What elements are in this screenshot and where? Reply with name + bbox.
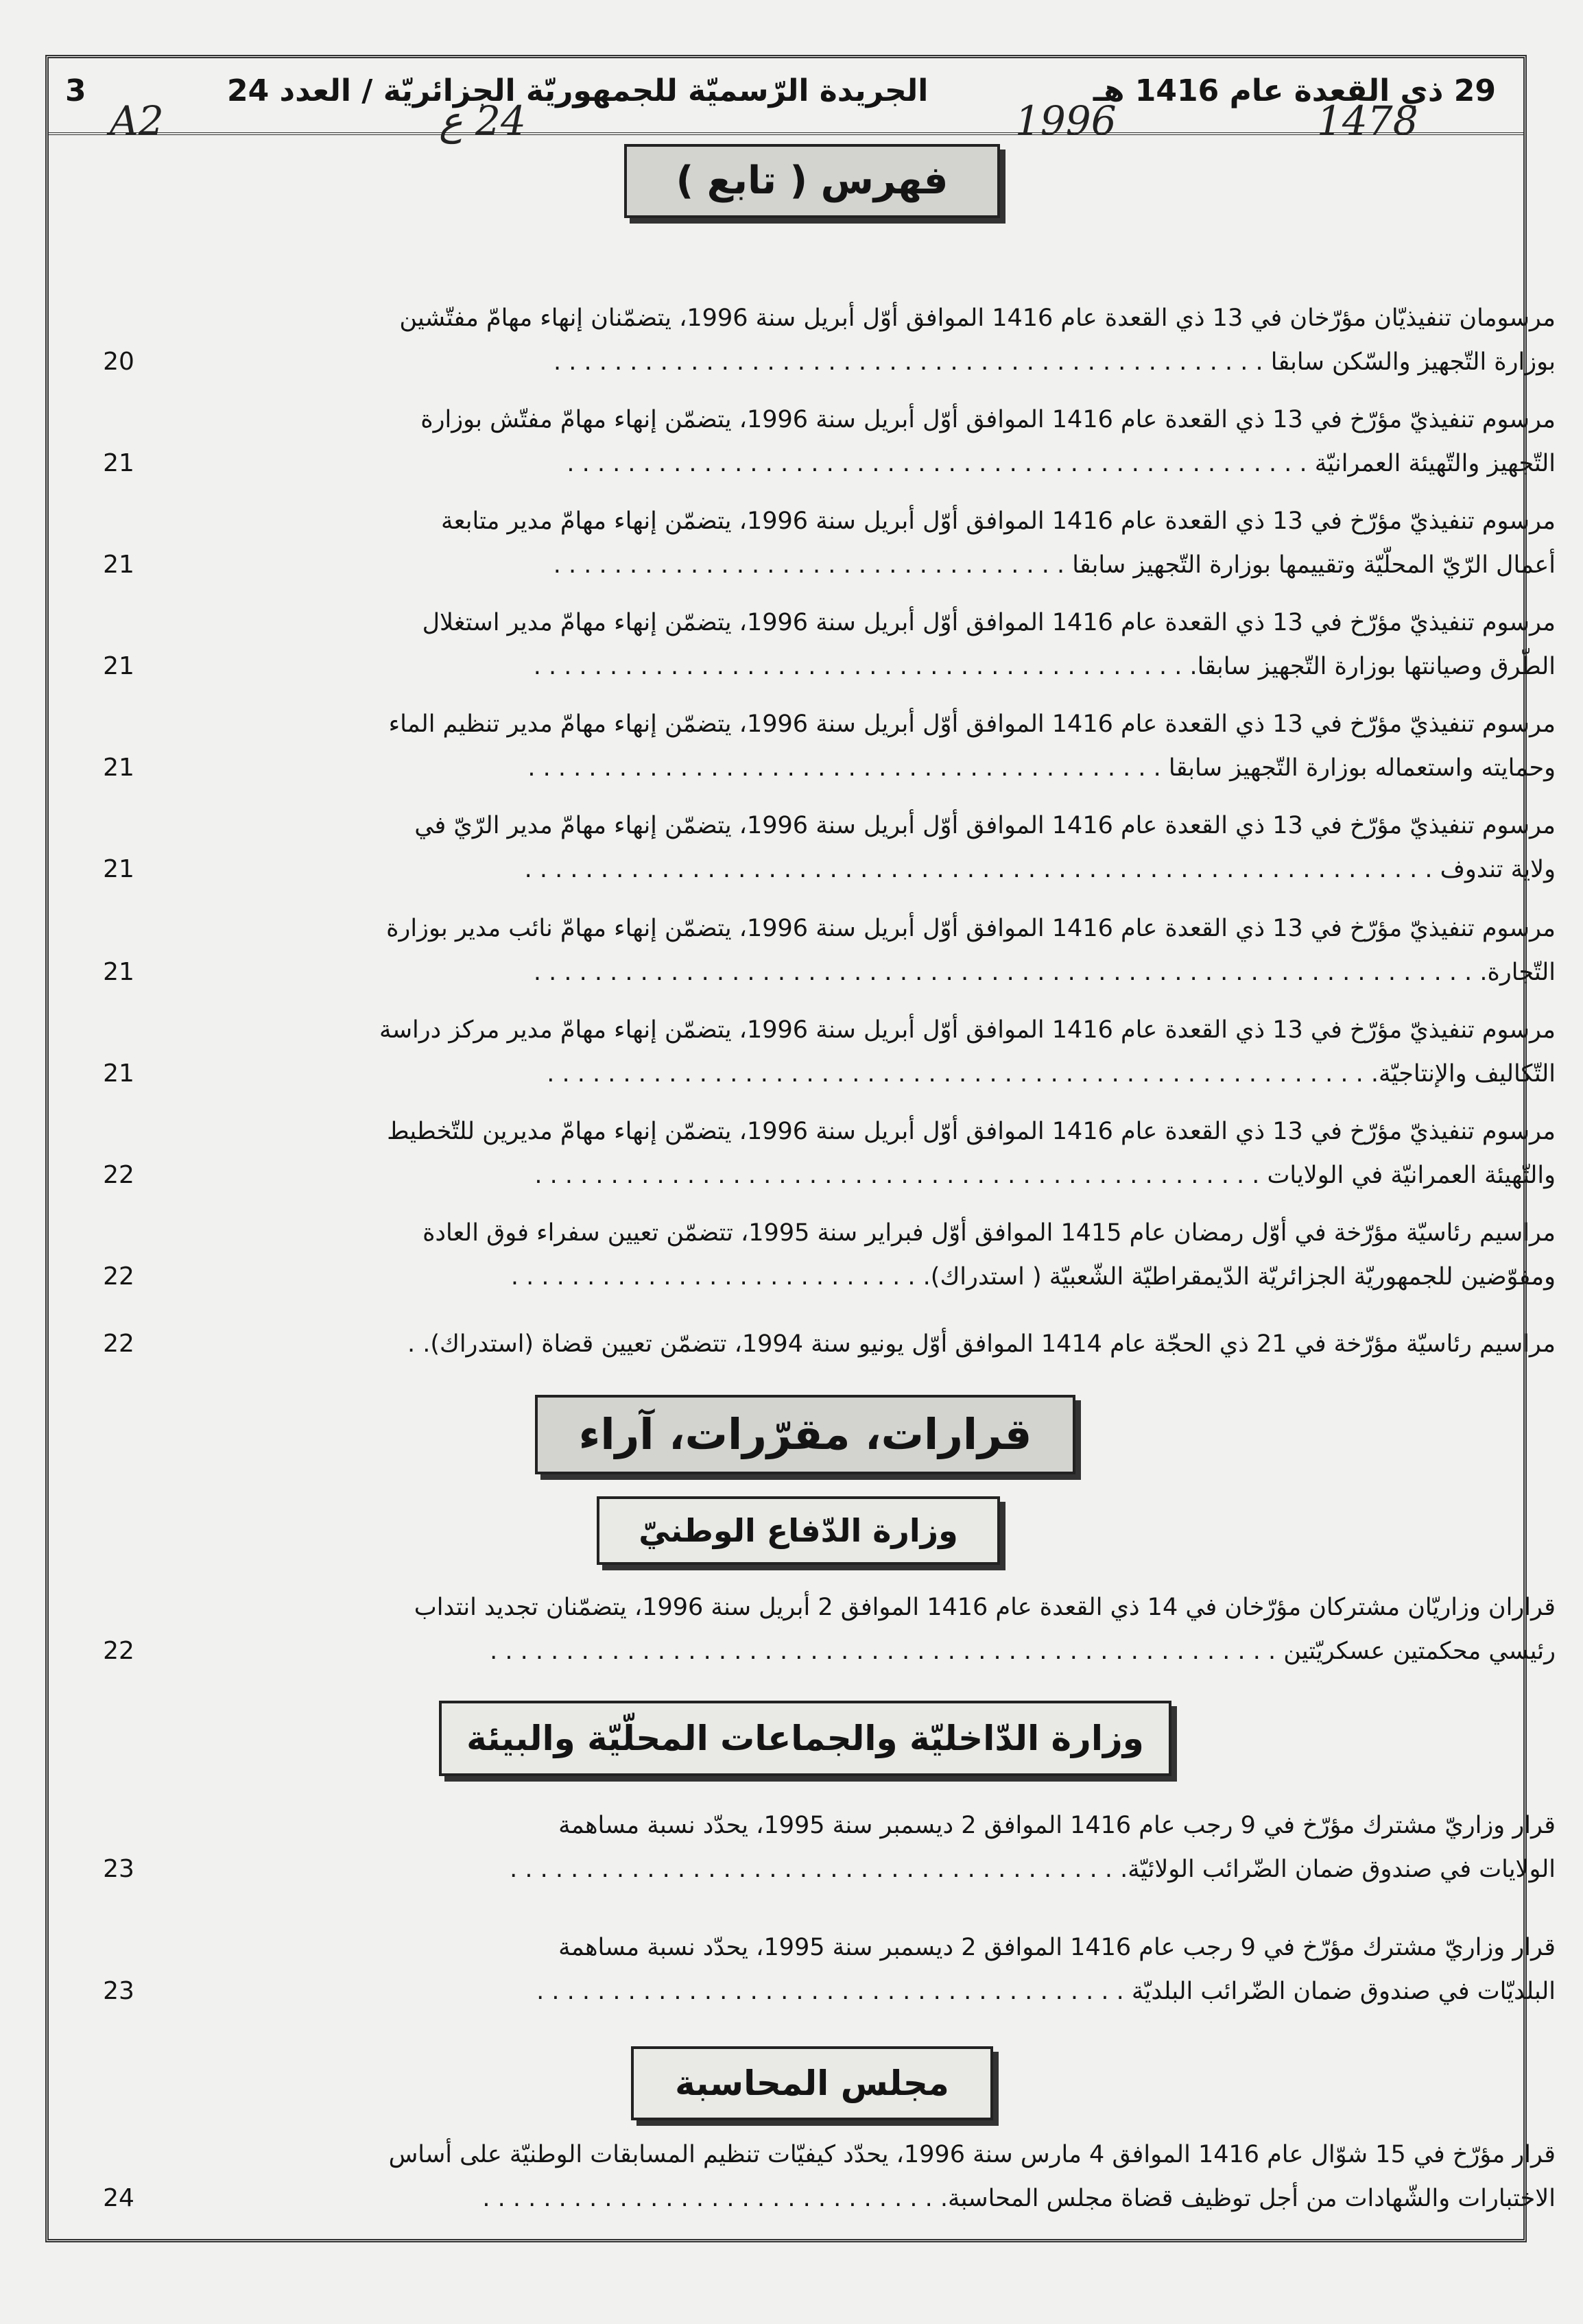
audit-court-heading-text: مجلس المحاسبة xyxy=(675,2063,949,2103)
entry-text: مرسومان تنفيذيّان مؤرّخان في 13 ذي القعدة عام 1416 الموافق أوّل أبريل سنة 1996، يتضمّنان إنهاء مهامّ مفتّشين xyxy=(399,304,1556,332)
toc-entry xyxy=(103,702,1556,790)
defense-ministry-heading xyxy=(597,1496,1000,1565)
entry-page-number: 21 xyxy=(103,551,134,579)
entry-page-number: 21 xyxy=(103,855,134,883)
toc-entry xyxy=(103,907,1556,994)
entry-text: الاختبارات والشّهادات من أجل توظيف قضاة مجلس المحاسبة. . . . . . . . . . . . . . . . . . . . . . . . . . . . . . . xyxy=(482,2185,1556,2212)
entry-page-number: 21 xyxy=(103,754,134,782)
entry-page-number: 21 xyxy=(103,958,134,986)
toc-entry xyxy=(103,1110,1556,1197)
toc-heading xyxy=(624,144,1000,218)
toc-entry xyxy=(103,1322,1556,1366)
defense-entry xyxy=(103,1585,1556,1673)
header-bar xyxy=(49,58,1523,135)
toc-entry xyxy=(103,1008,1556,1096)
handwritten-note: 1478 xyxy=(1317,97,1418,144)
handwritten-note: A2 xyxy=(110,97,164,144)
interior-ministry-heading xyxy=(439,1701,1171,1776)
audit-entry xyxy=(103,2133,1556,2220)
entry-page-number: 23 xyxy=(103,1977,134,2005)
entry-page-number: 22 xyxy=(103,1262,134,1291)
entry-text: مراسيم رئاسيّة مؤرّخة في 21 ذي الحجّة عام 1414 الموافق أوّل يونيو سنة 1994، تتضمّن تعيين قضاة (استدراك). . xyxy=(407,1330,1556,1358)
entry-text: البلديّات في صندوق ضمان الضّرائب البلديّة . . . . . . . . . . . . . . . . . . . . . . . . . . . . . . . . . . . . . . . xyxy=(536,1978,1556,2005)
gazette-title: الجريدة الرّسميّة للجمهوريّة الجزائريّة / العدد 24 xyxy=(227,73,929,108)
toc-entry xyxy=(103,296,1556,384)
toc-entry xyxy=(103,499,1556,587)
entry-text: بوزارة التّجهيز والسّكن سابقا . . . . . . . . . . . . . . . . . . . . . . . . . . . . . . . . . . . . . . . . . . . . . . . xyxy=(554,348,1556,376)
entry-page-number: 21 xyxy=(103,1059,134,1088)
toc-entry xyxy=(103,398,1556,486)
entry-text: مرسوم تنفيذيّ مؤرّخ في 13 ذي القعدة عام 1416 الموافق أوّل أبريل سنة 1996، يتضمّن إنهاء مهامّ مديرين للتّخطيط xyxy=(387,1118,1556,1145)
entry-text: التّجهيز والتّهيئة العمرانيّة . . . . . . . . . . . . . . . . . . . . . . . . . . . . . . . . . . . . . . . . . . . . . . . . . xyxy=(567,450,1556,477)
header-date: 29 ذي القعدة عام 1416 هـ xyxy=(1093,73,1496,108)
entry-page-number: 23 xyxy=(103,1855,134,1883)
entry-text: مرسوم تنفيذيّ مؤرّخ في 13 ذي القعدة عام 1416 الموافق أوّل أبريل سنة 1996، يتضمّن إنهاء مهامّ مدير الرّيّ في xyxy=(414,812,1556,839)
entry-text: الطّرق وصيانتها بوزارة التّجهيز سابقا. . . . . . . . . . . . . . . . . . . . . . . . . . . . . . . . . . . . . . . . . . . . xyxy=(533,653,1556,680)
entry-page-number: 22 xyxy=(103,1161,134,1189)
decisions-heading-text: قرارات، مقرّرات، آراء xyxy=(578,1409,1032,1459)
entry-text: قرار وزاريّ مشترك مؤرّخ في 9 رجب عام 1416 الموافق 2 ديسمبر سنة 1995، يحدّد نسبة مساهمة xyxy=(558,1934,1556,1961)
page-number: 3 xyxy=(65,73,86,108)
entry-text: قرار وزاريّ مشترك مؤرّخ في 9 رجب عام 1416 الموافق 2 ديسمبر سنة 1995، يحدّد نسبة مساهمة xyxy=(558,1812,1556,1839)
toc-entry xyxy=(103,1211,1556,1299)
entry-page-number: 22 xyxy=(103,1330,134,1358)
entry-text: والتّهيئة العمرانيّة في الولايات . . . . . . . . . . . . . . . . . . . . . . . . . . . . . . . . . . . . . . . . . . . . . . . . xyxy=(534,1162,1556,1189)
entry-text: ولاية تندوف . . . . . . . . . . . . . . . . . . . . . . . . . . . . . . . . . . . . . . . . . . . . . . . . . . . . . . . . . . . . xyxy=(524,856,1556,883)
entry-page-number: 24 xyxy=(103,2184,134,2212)
handwritten-note: 1996 xyxy=(1015,97,1117,144)
interior-entry xyxy=(103,1926,1556,2013)
entry-text: قرار مؤرّخ في 15 شوّال عام 1416 الموافق 4 مارس سنة 1996، يحدّد كيفيّات تنظيم المسابقات الوطنيّة على أساس xyxy=(388,2141,1556,2168)
entry-text: مرسوم تنفيذيّ مؤرّخ في 13 ذي القعدة عام 1416 الموافق أوّل أبريل سنة 1996، يتضمّن إنهاء مهامّ مدير متابعة xyxy=(441,507,1556,535)
entry-text: أعمال الرّيّ المحلّيّة وتقييمها بوزارة التّجهيز سابقا . . . . . . . . . . . . . . . . . . . . . . . . . . . . . . . . . . xyxy=(553,551,1556,579)
entry-text: مرسوم تنفيذيّ مؤرّخ في 13 ذي القعدة عام 1416 الموافق أوّل أبريل سنة 1996، يتضمّن إنهاء مهامّ مدير مركز دراسة xyxy=(379,1016,1556,1044)
entry-text: مرسوم تنفيذيّ مؤرّخ في 13 ذي القعدة عام 1416 الموافق أوّل أبريل سنة 1996، يتضمّن إنهاء مهامّ مدير تنظيم الماء xyxy=(388,710,1556,738)
entry-text: رئيسي محكمتين عسكريّتين . . . . . . . . . . . . . . . . . . . . . . . . . . . . . . . . . . . . . . . . . . . . . . . . . . . . xyxy=(490,1638,1556,1665)
interior-ministry-heading-text: وزارة الدّاخليّة والجماعات المحلّيّة والبيئة xyxy=(466,1718,1144,1758)
interior-entry xyxy=(103,1804,1556,1891)
toc-entry xyxy=(103,601,1556,688)
entry-text: التّجارة. . . . . . . . . . . . . . . . . . . . . . . . . . . . . . . . . . . . . . . . . . . . . . . . . . . . . . . . . . . . . . . xyxy=(533,959,1556,986)
defense-ministry-heading-text: وزارة الدّفاع الوطنيّ xyxy=(639,1512,958,1549)
decisions-heading xyxy=(535,1395,1075,1474)
entry-text: مراسيم رئاسيّة مؤرّخة في أوّل رمضان عام 1415 الموافق أوّل فبراير سنة 1995، تتضمّن تعيين سفراء فوق العادة xyxy=(422,1219,1556,1247)
entry-page-number: 21 xyxy=(103,449,134,477)
entry-text: مرسوم تنفيذيّ مؤرّخ في 13 ذي القعدة عام 1416 الموافق أوّل أبريل سنة 1996، يتضمّن إنهاء مهامّ نائب مدير بوزارة xyxy=(386,915,1556,942)
entry-text: الولايات في صندوق ضمان الضّرائب الولائيّة. . . . . . . . . . . . . . . . . . . . . . . . . . . . . . . . . . . . . . . . . xyxy=(510,1856,1556,1883)
entry-text: وحمايته واستعماله بوزارة التّجهيز سابقا . . . . . . . . . . . . . . . . . . . . . . . . . . . . . . . . . . . . . . . . . . xyxy=(527,754,1556,782)
toc-entry xyxy=(103,804,1556,891)
entry-page-number: 20 xyxy=(103,348,134,376)
entry-text: التّكاليف والإنتاجيّة. . . . . . . . . . . . . . . . . . . . . . . . . . . . . . . . . . . . . . . . . . . . . . . . . . . . . . . xyxy=(547,1060,1556,1088)
entry-text: ومفوّضين للجمهوريّة الجزائريّة الدّيمقراطيّة الشّعبيّة ( استدراك). . . . . . . . . . . . . . . . . . . . . . . . . . . . xyxy=(510,1263,1556,1291)
toc-heading-text: فهرس ( تابع ) xyxy=(676,158,949,203)
handwritten-note: 24 ع xyxy=(439,97,526,144)
entry-text: مرسوم تنفيذيّ مؤرّخ في 13 ذي القعدة عام 1416 الموافق أوّل أبريل سنة 1996، يتضمّن إنهاء مهامّ مدير استغلال xyxy=(422,609,1556,636)
entry-page-number: 21 xyxy=(103,652,134,680)
entry-text: مرسوم تنفيذيّ مؤرّخ في 13 ذي القعدة عام 1416 الموافق أوّل أبريل سنة 1996، يتضمّن إنهاء مهامّ مفتّش بوزارة xyxy=(420,406,1556,433)
entry-page-number: 22 xyxy=(103,1637,134,1665)
entry-text: قراران وزاريّان مشتركان مؤرّخان في 14 ذي القعدة عام 1416 الموافق 2 أبريل سنة 1996، يتضمّنان تجديد انتداب xyxy=(414,1594,1556,1621)
audit-court-heading xyxy=(631,2046,993,2120)
